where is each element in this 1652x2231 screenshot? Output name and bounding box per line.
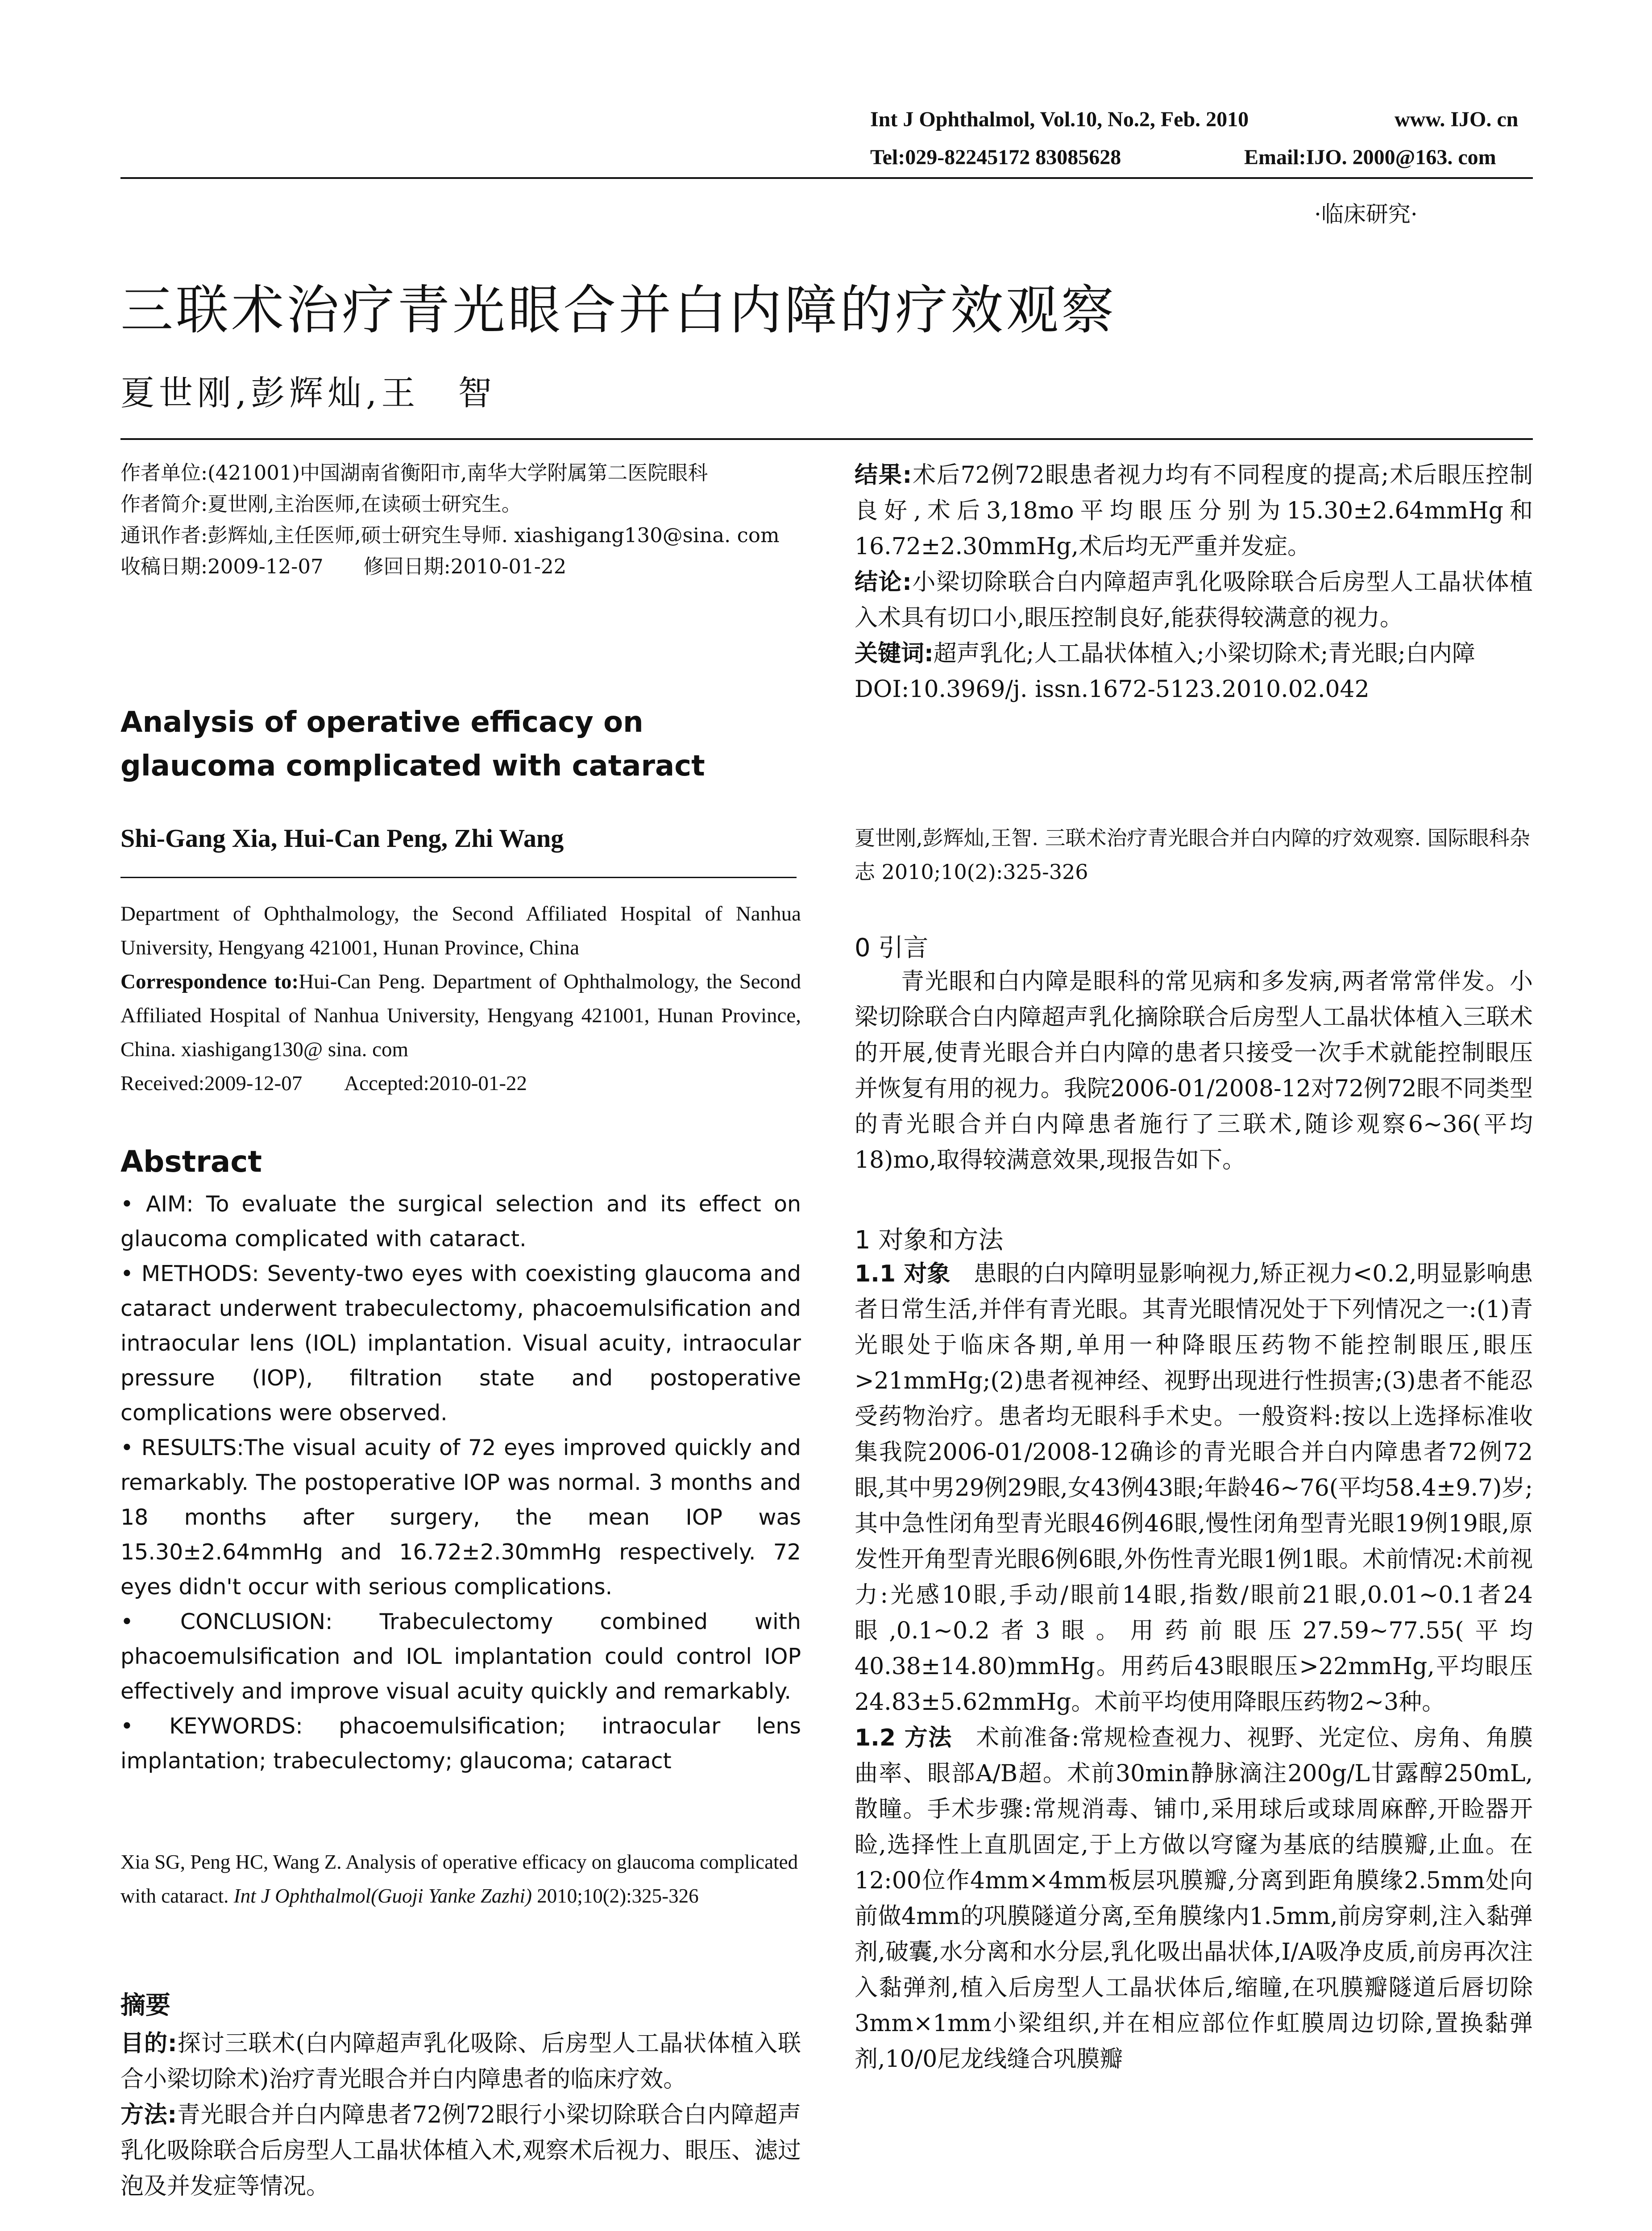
english-authors: Shi-Gang Xia, Hui-Can Peng, Zhi Wang: [120, 824, 564, 853]
correspondence-label: Correspondence to:: [120, 970, 299, 993]
abstract-results: • RESULTS:The visual acuity of 72 eyes improved quickly and remarkably. The postoperative IOP was normal. 3 months and 18 months after surgery, the mean IOP was 15.30±2.64mmHg and 16.72±2.30mmHg respectively. 72 eyes didn't occur with serious complications.: [120, 1435, 801, 1600]
intro-paragraph: 青光眼和白内障是眼科的常见病和多发病,两者常常伴发。小梁切除联合白内障超声乳化摘除联合后房型人工晶状体植入三联术的开展,使青光眼合并白内障的患者只接受一次手术就能控制眼压并恢复有用的视力。我院2006-01/2008-12对72例72眼不同类型的青光眼合并白内障患者施行了三联术,随诊观察6~36(平均18)mo,取得较满意效果,现报告如下。: [855, 968, 1533, 1174]
methods-body: [855, 1256, 1533, 2077]
page-title: 三联术治疗青光眼合并白内障的疗效观察: [120, 279, 1117, 341]
cn-abstract-aim: [120, 2026, 801, 2097]
authors-cn: 夏世刚,彭辉灿,王 智: [120, 373, 497, 413]
cn-methods-label: 方法:: [120, 2102, 177, 2128]
section-1-1: [855, 1256, 1533, 1720]
methods-heading: 1 对象和方法: [855, 1226, 1004, 1255]
citation-tail: 2010;10(2):325-326: [537, 1885, 699, 1907]
abstract-heading: Abstract: [120, 1145, 262, 1179]
english-citation: [120, 1845, 801, 1913]
cn-keywords-text: 超声乳化;人工晶状体植入;小梁切除术;青光眼;白内障: [933, 640, 1475, 667]
header-rule: [120, 177, 1533, 179]
cn-methods-text: 青光眼合并白内障患者72例72眼行小梁切除联合白内障超声乳化吸除联合后房型人工晶状体植入术,观察术后视力、眼压、滤过泡及并发症等情况。: [120, 2102, 801, 2200]
section-1-2-text: 术前准备:常规检查视力、视野、光定位、房角、角膜曲率、眼部A/B超。术前30min静脉滴注200g/L甘露醇250mL,散瞳。手术步骤:常规消毒、铺巾,采用球后或球周麻醉,开睑器开睑,选择性上直肌固定,于上方做以穹窿为基底的结膜瓣,止血。在12:00位作4mm×4mm板层巩膜瓣,分离到距角膜缘2.5mm处向前做4mm的巩膜隧道分离,至角膜缘内1.5mm,前房穿刺,注入黏弹剂,破囊,水分离和水分层,乳化吸出晶状体,I/A吸净皮质,前房再次注入黏弹剂,植入后房型人工晶状体后,缩瞳,在巩膜瓣隧道后唇切除3mm×1mm小梁组织,并在相应部位作虹膜周边切除,置换黏弹剂,10/0尼龙线缝合巩膜瓣: [855, 1725, 1533, 2073]
citation-text: Xia SG, Peng HC, Wang Z. Analysis of operative efficacy on glaucoma complicated with cataract.: [120, 1851, 798, 1907]
journal-email[interactable]: Email:IJO. 2000@163. com: [1244, 145, 1496, 169]
cn-abstract-results: [855, 457, 1533, 564]
received-dates-cn: 收稿日期:2009-12-07 修回日期:2010-01-22: [120, 555, 567, 578]
section-1-1-label: 1.1 对象: [855, 1261, 951, 1287]
citation-journal: Int J Ophthalmol(Guoji Yanke Zazhi): [233, 1885, 532, 1907]
cn-conclusion-label: 结论:: [855, 569, 912, 596]
english-title: Analysis of operative efficacy on glaucoma complicated with cataract: [120, 706, 705, 783]
cn-abstract-body: [120, 2026, 801, 2204]
cn-results-text: 术后72例72眼患者视力均有不同程度的提高;术后眼压控制良好,术后3,18mo平均眼压分别为15.30±2.64mmHg和16.72±2.30mmHg,术后均无严重并发症。: [855, 462, 1533, 560]
section-1-2: [855, 1720, 1533, 2077]
cn-abstract-continued: [855, 457, 1533, 707]
journal-tel: Tel:029-82245172 83085628: [870, 145, 1121, 169]
author-bio: 作者简介:夏世刚,主治医师,在读硕士研究生。: [120, 492, 522, 516]
cn-aim-label: 目的:: [120, 2030, 177, 2057]
cn-abstract-conclusion: [855, 564, 1533, 636]
abstract-methods: • METHODS: Seventy-two eyes with coexisting glaucoma and cataract underwent trabeculectomy, phacoemulsification and intraocular lens (IOL) implantation. Visual acuity, intraocular pressure (IOP), filtration state and postoperative complications were observed.: [120, 1261, 801, 1426]
section-tag: ·临床研究·: [1314, 201, 1418, 227]
affiliation-cn: [120, 457, 801, 582]
section-1-2-label: 1.2 方法: [855, 1725, 952, 1751]
cn-conclusion-text: 小梁切除联合白内障超声乳化吸除联合后房型人工晶状体植入术具有切口小,眼压控制良好,能获得较满意的视力。: [855, 569, 1533, 631]
cn-keywords-label: 关键词:: [855, 640, 934, 667]
abstract-body: [120, 1187, 801, 1779]
english-department: Department of Ophthalmology, the Second Affiliated Hospital of Nanhua University, Hengyang 421001, Hunan Province, China: [120, 902, 801, 959]
section-1-1-text: 患眼的白内障明显影响视力,矫正视力<0.2,明显影响患者日常生活,并伴有青光眼。其青光眼情况处于下列情况之一:(1)青光眼处于临床各期,单用一种降眼压药物不能控制眼压,眼压>21mmHg;(2)患者视神经、视野出现进行性损害;(3)患者不能忍受药物治疗。患者均无眼科手术史。一般资料:按以上选择标准收集我院2006-01/2008-12确诊的青光眼合并白内障患者72例72眼,其中男29例29眼,女43例43眼;年龄46~76(平均58.4±9.7)岁;其中急性闭角型青光眼46例46眼,慢性闭角型青光眼19例19眼,原发性开角型青光眼6例6眼,外伤性青光眼1例1眼。术前情况:术前视力:光感10眼,手动/眼前14眼,指数/眼前21眼,0.01~0.1者24眼,0.1~0.2者3眼。用药前眼压27.59~77.55(平均40.38±14.80)mmHg。用药后43眼眼压>22mmHg,平均眼压24.83±5.62mmHg。术前平均使用降眼压药物2~3种。: [855, 1261, 1533, 1716]
journal-citation-line: Int J Ophthalmol, Vol.10, No.2, Feb. 2010: [870, 108, 1249, 131]
correspondence-text: Hui-Can Peng. Department of Ophthalmology, the Second Affiliated Hospital of Nanhua University, Hengyang 421001, Hunan Province, China. xiashigang130@ sina. com: [120, 970, 801, 1061]
authors-rule: [120, 877, 797, 878]
english-dates: Received:2009-12-07 Accepted:2010-01-22: [120, 1072, 527, 1095]
cn-results-label: 结果:: [855, 462, 912, 489]
title-rule: [120, 438, 1533, 440]
cn-aim-text: 探讨三联术(白内障超声乳化吸除、后房型人工晶状体植入联合小梁切除术)治疗青光眼合并白内障患者的临床疗效。: [120, 2030, 801, 2093]
corresponding-author: 通讯作者:彭辉灿,主任医师,硕士研究生导师. xiashigang130@sina. com: [120, 523, 780, 547]
english-affiliation: [120, 897, 801, 1100]
abstract-conclusion: • CONCLUSION: Trabeculectomy combined with phacoemulsification and IOL implantation could control IOP effectively and improve visual acuity quickly and remarkably.: [120, 1609, 801, 1704]
intro-heading: 0 引言: [855, 933, 929, 962]
english-correspondence: [120, 965, 801, 1066]
affiliation-unit: 作者单位:(421001)中国湖南省衡阳市,南华大学附属第二医院眼科: [120, 461, 708, 485]
intro-body: [855, 964, 1533, 1178]
doi[interactable]: DOI:10.3969/j. issn.1672-5123.2010.02.042: [855, 676, 1370, 703]
cn-citation: 夏世刚,彭辉灿,王智. 三联术治疗青光眼合并白内障的疗效观察. 国际眼科杂志 2010;10(2):325-326: [855, 826, 1530, 884]
cn-abstract-keywords: [855, 636, 1533, 672]
abstract-aim: • AIM: To evaluate the surgical selection and its effect on glaucoma complicated with cataract.: [120, 1191, 801, 1252]
abstract-keywords: • KEYWORDS: phacoemulsification; intraocular lens implantation; trabeculectomy; glaucoma; cataract: [120, 1713, 801, 1774]
cn-abstract-heading: 摘要: [120, 1991, 170, 2020]
journal-website[interactable]: www. IJO. cn: [1395, 108, 1519, 131]
cn-abstract-methods: [120, 2097, 801, 2204]
